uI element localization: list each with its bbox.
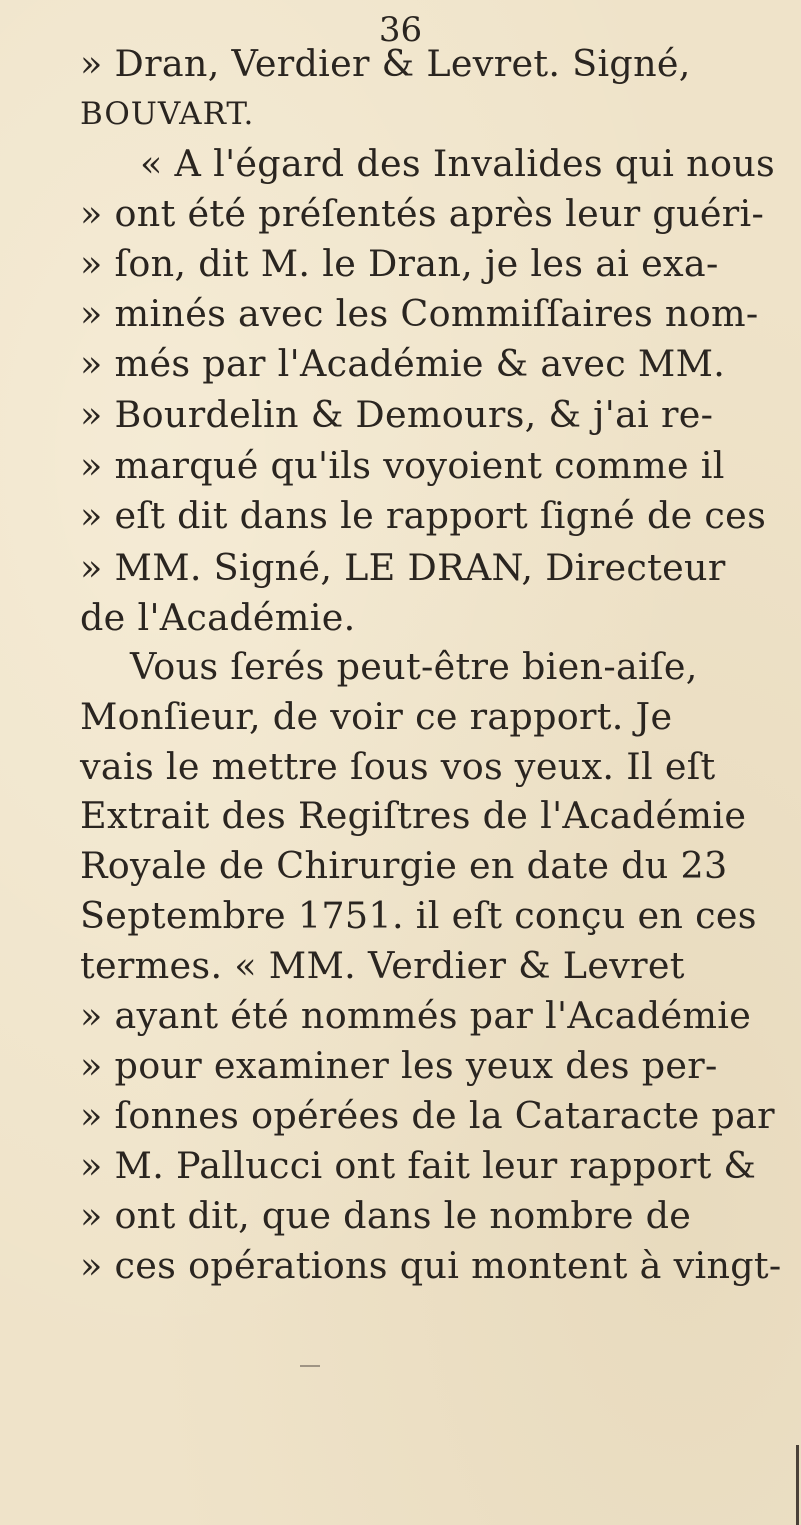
text-line: » Bourdelin & Demours, & j'ai re- — [80, 393, 714, 436]
text-line: » ſon, dit M. le Dran, je les ai exa- — [80, 242, 719, 285]
text-line: » MM. Signé, LE DRAN, Directeur — [80, 546, 726, 589]
text-line: » Dran, Verdier & Levret. Signé, — [80, 42, 691, 85]
text-line: Vous ſerés peut-être bien-aiſe, — [130, 645, 698, 688]
text-line: » eſt dit dans le rapport ſigné de ces — [80, 494, 767, 537]
text-line: Monſieur, de voir ce rapport. Je — [80, 695, 673, 738]
text-line: » ayant été nommés par l'Académie — [80, 994, 752, 1037]
text-line: » marqué qu'ils voyoient comme il — [80, 444, 725, 487]
page-number: 36 — [378, 10, 423, 50]
text-line: » ont dit, que dans le nombre de — [80, 1194, 692, 1237]
text-line: BOUVART. — [80, 96, 255, 132]
text-line: vais le mettre ſous vos yeux. Il eſt — [80, 745, 716, 788]
page-edge-shadow — [796, 1445, 799, 1525]
text-line: de l'Académie. — [80, 596, 356, 639]
text-line: » ont été préſentés après leur guéri- — [80, 192, 765, 235]
ink-mark — [300, 1365, 320, 1367]
text-line: » més par l'Académie & avec MM. — [80, 342, 726, 385]
text-line: » minés avec les Commiſſaires nom- — [80, 292, 759, 335]
text-line: » ſonnes opérées de la Cataracte par — [80, 1094, 775, 1137]
text-line: » pour examiner les yeux des per- — [80, 1044, 718, 1087]
text-line: Royale de Chirurgie en date du 23 — [80, 844, 728, 887]
text-line: Extrait des Regiſtres de l'Académie — [80, 794, 747, 837]
text-line: » M. Pallucci ont fait leur rapport & — [80, 1144, 757, 1187]
text-line: » ces opérations qui montent à vingt- — [80, 1244, 782, 1287]
text-line: Septembre 1751. il eſt conçu en ces — [80, 894, 757, 937]
text-line: termes. « MM. Verdier & Levret — [80, 944, 685, 987]
text-line: « A l'égard des Invalides qui nous — [140, 142, 776, 185]
